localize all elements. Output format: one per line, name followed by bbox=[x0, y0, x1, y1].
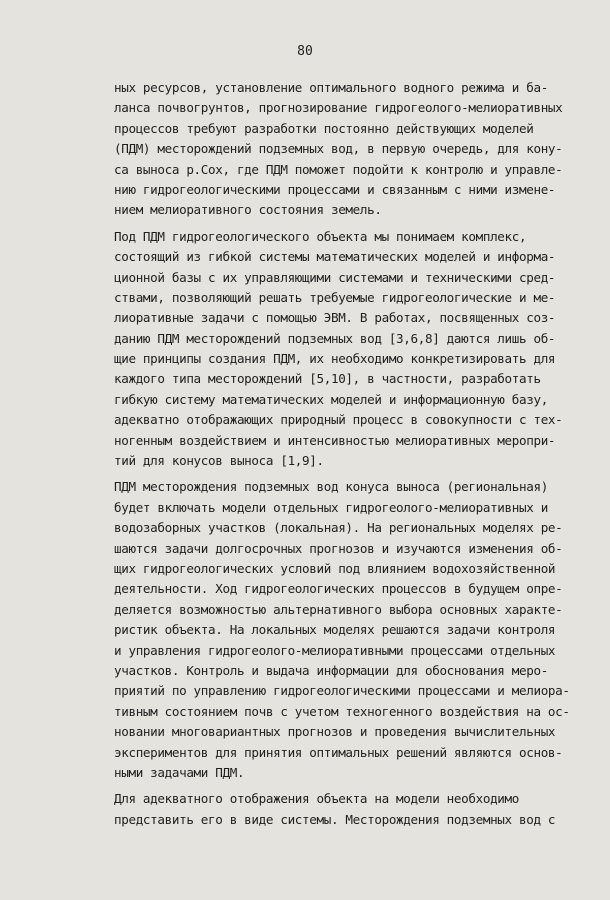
text-line: са выноса р.Сох, где ПДМ поможет подойти к контролю и управле- bbox=[114, 161, 563, 177]
page-number: 80 bbox=[297, 44, 313, 59]
text-line: будет включать модели отдельных гидрогеолого-мелиоративных и bbox=[114, 499, 548, 515]
text-line: ПДМ месторождения подземных вод конуса выноса (региональная) bbox=[114, 479, 548, 495]
text-line: приятий по управлению гидрогеологическими процессами и мелиора- bbox=[114, 683, 570, 699]
text-line: лиоративные задачи с помощью ЭВМ. В работах, посвященных соз- bbox=[114, 310, 556, 326]
text-line: тивным состоянием почв с учетом техногенного воздействия на ос- bbox=[114, 703, 570, 719]
text-line: ногенным воздействием и интенсивностью мелиоративных меропри- bbox=[114, 432, 556, 448]
paragraph bbox=[114, 227, 602, 472]
text-line: представить его в виде системы. Месторождения подземных вод с bbox=[114, 811, 556, 827]
text-line: процессов требуют разработки постоянно действующих моделей bbox=[114, 120, 534, 136]
text-line: нием мелиоративного состояния земель. bbox=[114, 202, 382, 218]
text-line: адекватно отображающих природный процесс в совокупности с тех- bbox=[114, 412, 563, 428]
text-line: новании многовариантных прогнозов и проведения вычислительных bbox=[114, 724, 556, 740]
text-line: шаются задачи долгосрочных прогнозов и изучаются изменения об- bbox=[114, 540, 563, 556]
text-line: нию гидрогеологическими процессами и связанным с ними измене- bbox=[114, 181, 556, 197]
text-line: гибкую систему математических моделей и информационную базу, bbox=[114, 391, 548, 407]
text-line: деляется возможностью альтернативного выбора основных характе- bbox=[114, 601, 563, 617]
text-line: (ПДМ) месторождений подземных вод, в первую очередь, для кону- bbox=[114, 141, 563, 157]
text-line: участков. Контроль и выдача информации для обоснования меро- bbox=[114, 662, 548, 678]
text-line: экспериментов для принятия оптимальных решений являются основ- bbox=[114, 744, 563, 760]
text-line: деятельности. Ход гидрогеологических процессов в будущем опре- bbox=[114, 581, 563, 597]
text-line: ными задачами ПДМ. bbox=[114, 764, 245, 780]
paragraph bbox=[114, 78, 602, 221]
text-line: каждого типа месторождений [5,10], в частности, разработать bbox=[114, 371, 541, 387]
text-line: и управления гидрогеолого-мелиоративными процессами отдельных bbox=[114, 642, 556, 658]
text-line: тий для конусов выноса [1,9]. bbox=[114, 453, 324, 469]
text-line: водозаборных участков (локальная). На региональных моделях ре- bbox=[114, 520, 563, 536]
paragraph bbox=[114, 789, 602, 830]
text-line: ристик объекта. На локальных моделях решаются задачи контроля bbox=[114, 622, 556, 638]
text-line: Под ПДМ гидрогеологического объекта мы понимаем комплекс, bbox=[114, 228, 527, 244]
text-line: ствами, позволяющий решать требуемые гидрогеологические и ме- bbox=[114, 289, 556, 305]
text-line: ланса почвогрунтов, прогнозирование гидрогеолого-мелиоративных bbox=[114, 100, 563, 116]
document-body bbox=[114, 78, 602, 830]
text-line: состоящий из гибкой системы математических моделей и информа- bbox=[114, 249, 556, 265]
text-line: ционной базы с их управляющими системами и техническими сред- bbox=[114, 269, 556, 285]
text-line: щих гидрогеологических условий под влиянием водохозяйственной bbox=[114, 560, 556, 576]
text-line: данию ПДМ месторождений подземных вод [3,6,8] даются лишь об- bbox=[114, 330, 556, 346]
text-line: Для адекватного отображения объекта на модели необходимо bbox=[114, 791, 519, 807]
text-line: ных ресурсов, установление оптимального водного режима и ба- bbox=[114, 80, 548, 95]
text-line: щие принципы создания ПДМ, их необходимо конкретизировать для bbox=[114, 351, 556, 367]
paragraph bbox=[114, 477, 602, 783]
